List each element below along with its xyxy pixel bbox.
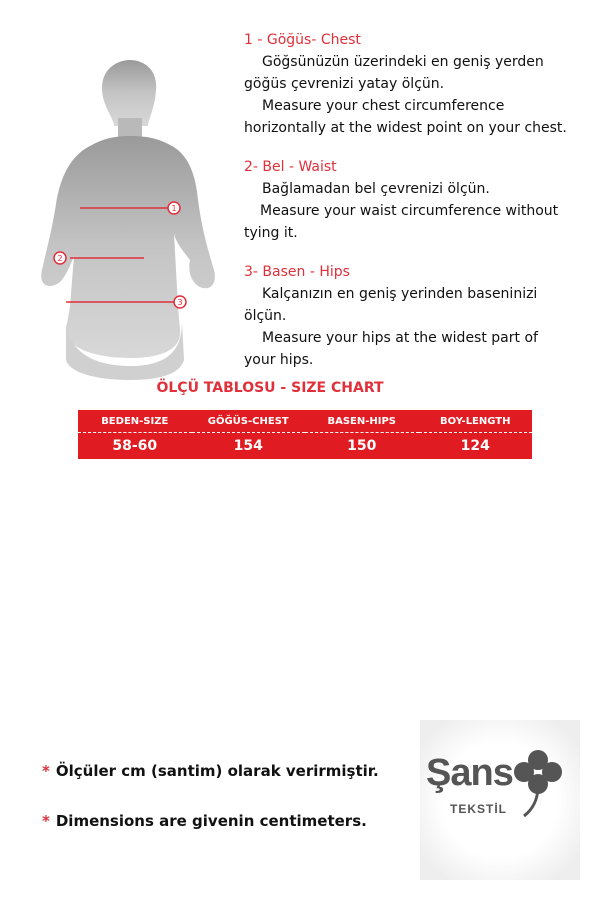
hips-title: 3- Basen - Hips [244,264,350,280]
size-chart-title: ÖLÇÜ TABLOSU - SIZE CHART [156,380,384,396]
note-asterisk: * [42,762,50,780]
waist-title: 2- Bel - Waist [244,159,337,175]
marker-2 [54,252,66,264]
chest-line-3: Measure your chest circumference [262,98,505,114]
note-english-text: Dimensions are givenin centimeters. [55,812,367,830]
size-chart-header-row [78,410,532,433]
marker-3 [174,296,186,308]
cell-hips: 150 [347,438,377,454]
size-chart-table [78,410,532,459]
sans-tekstil-logo [420,720,580,880]
cell-length: 124 [460,438,490,454]
marker-1 [168,202,180,214]
hips-section [244,262,589,371]
logo-background [420,720,580,880]
header-size: BEDEN-SIZE [78,410,192,433]
waist-line-2: Measure your waist circumference without [260,203,559,219]
note-turkish [42,762,379,780]
note-asterisk: * [42,812,50,830]
svg-text:3: 3 [177,298,183,307]
chest-section [244,30,589,139]
chest-line-4: horizontally at the widest point on your chest. [244,120,567,136]
logo-name: Şans [426,752,513,794]
logo-subtitle: TEKSTİL [450,802,507,816]
hips-line-2: ölçün. [244,308,287,324]
hips-line-1: Kalçanızın en geniş yerinden baseninizi [262,286,538,302]
header-length: BOY-LENGTH [419,410,533,433]
note-turkish-text: Ölçüler cm (santim) olarak verirmiştir. [55,762,379,780]
waist-line-3: tying it. [244,225,298,241]
measurement-instructions [244,30,589,389]
chest-line-2: göğüs çevrenizi yatay ölçün. [244,76,445,92]
cell-chest: 154 [233,438,263,454]
table-row [78,433,532,460]
chest-title: 1 - Göğüs- Chest [244,32,361,48]
svg-text:1: 1 [171,204,177,213]
header-chest: GÖĞÜS-CHEST [192,410,306,433]
cell-size: 58-60 [112,438,158,454]
body-silhouette [30,60,230,380]
svg-text:2: 2 [57,254,63,263]
hips-line-4: your hips. [244,352,314,368]
note-english [42,812,367,830]
header-hips: BASEN-HIPS [305,410,419,433]
body-measurement-figure [30,60,230,380]
waist-section [244,157,589,244]
chest-line-1: Göğsünüzün üzerindeki en geniş yerden [262,54,544,70]
hips-line-3: Measure your hips at the widest part of [262,330,538,346]
waist-line-1: Bağlamadan bel çevrenizi ölçün. [262,181,490,197]
